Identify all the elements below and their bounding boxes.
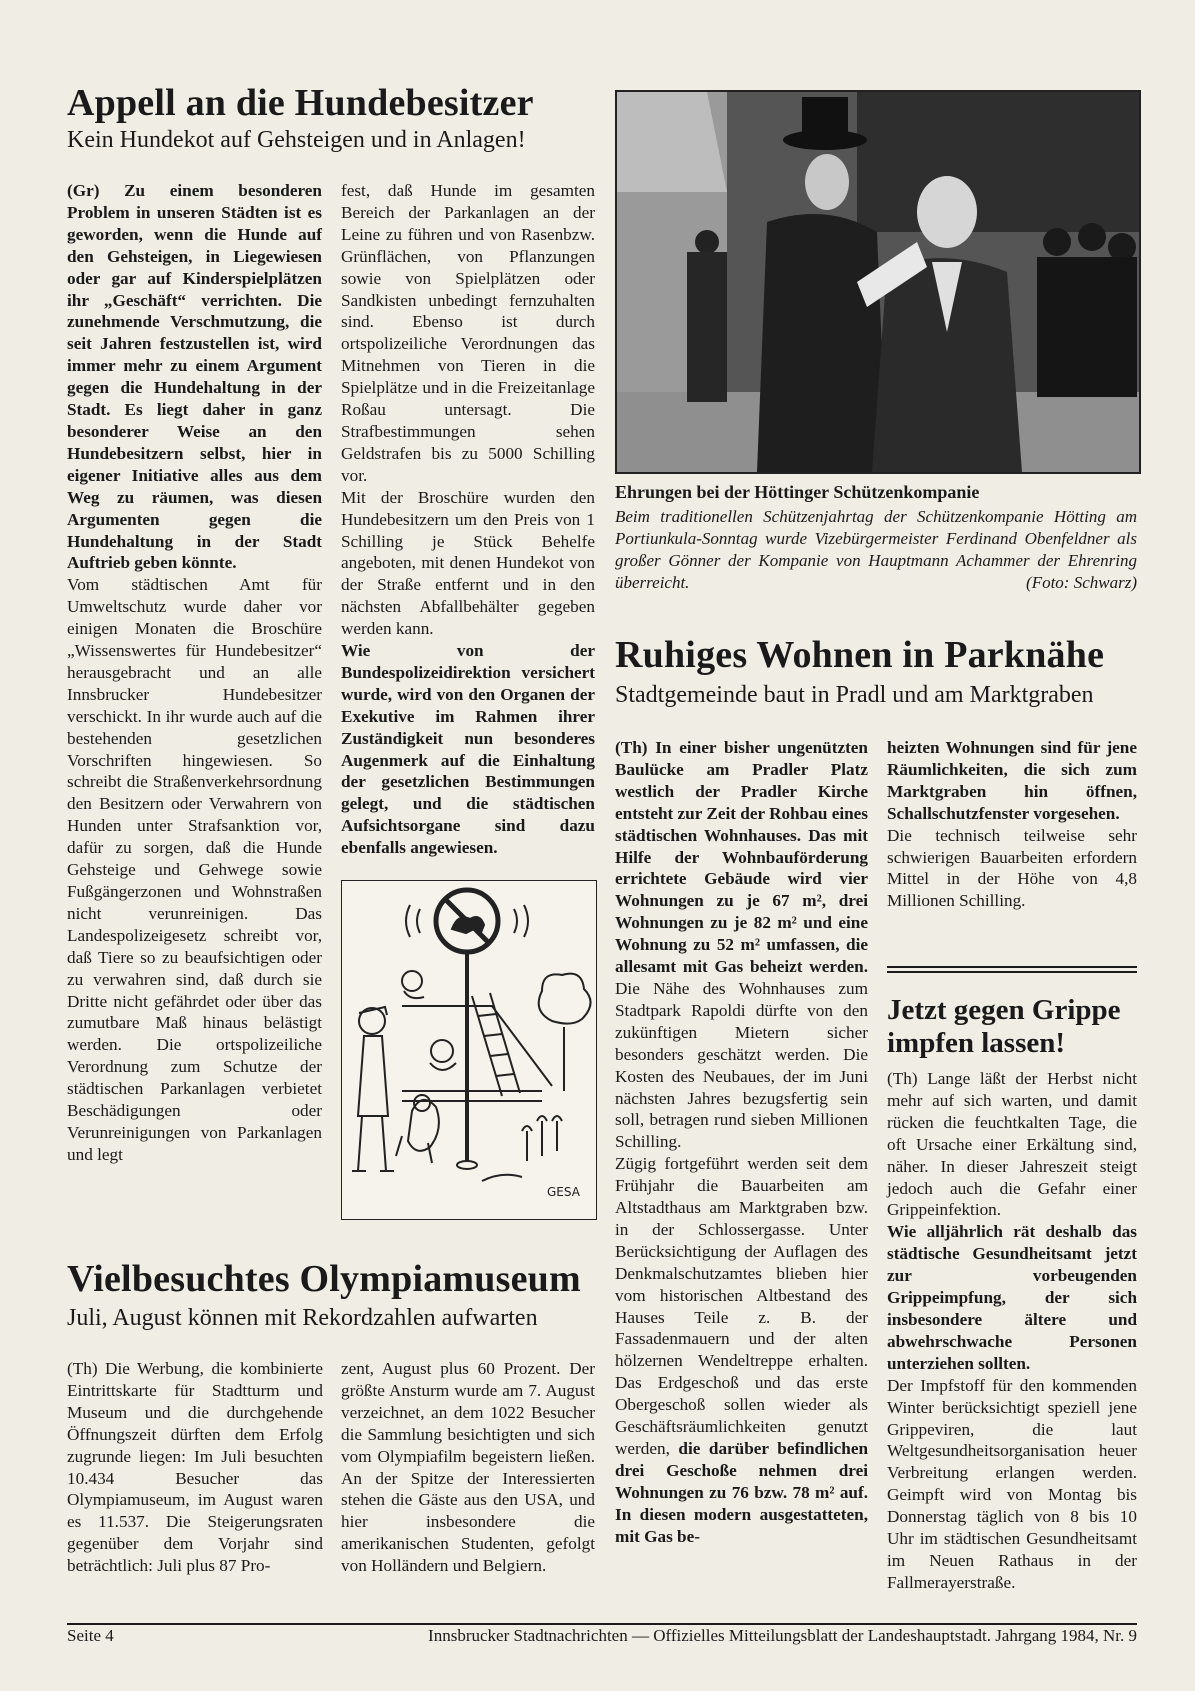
footer-rule (67, 1623, 1137, 1625)
cartoon-dog-sign (341, 880, 597, 1220)
photo-figures (617, 92, 1139, 472)
article-dog-title: Appell an die Hundebesitzer (67, 82, 534, 124)
photo-credit: (Foto: Schwarz) (1026, 573, 1137, 592)
article-housing-body-2-par (615, 1153, 868, 1547)
article-housing-title: Ruhiges Wohnen in Parknähe (615, 634, 1105, 676)
cartoon-drawing (342, 881, 596, 1219)
photo-ceremony (615, 90, 1141, 474)
footer-publication: Innsbrucker Stadtnachrichten — Offizielles Mitteilungsblatt der Landeshauptstadt. Jahrgang 1984, Nr. 9 (428, 1626, 1137, 1645)
article-housing-floors: die darüber befindlichen drei Geschoße nehmen drei Wohnungen zu 76 bzw. 78 m² auf. In diesen modern ausgestatteten, mit Gas be- (615, 1439, 869, 1546)
article-dog-body-2: fest, daß Hunde im gesamten Bereich der Parkanlagen an der Leine zu führen und von Rasenbzw. Grünflächen, von Pflanzungen sowie von Spielplätzen oder Sandkisten unbedingt fernzuhalten sind. Ebenso ist durch ortspolizeiliche Verordnungen das Mitnehmen von Tieren in die Spielplätze und in die Freizeitanlage Roßau untersagt. Die Strafbestimmungen sehen Geldstrafen bis zu 5000 Schilling vor. (341, 181, 595, 485)
article-dog-lead: (Gr) Zu einem besonderen Problem in unseren Städten ist es geworden, wenn die Hunde auf den Gehsteigen, in Liegewiesen oder gar auf Kinderspielplätzen ihr „Geschäft“ verrichten. Die zunehmende Verschmutzung, die seit Jahren festzustellen ist, wird immer mehr zu einem Argument gegen die Hundehaltung in der Stadt. Es liegt daher in ganz besonderer Weise an den Hundebesitzern selbst, hier in eigener Initiative alles aus dem Weg zu räumen, was diesen Argumenten gegen die Hundehaltung in der Stadt Auftrieb geben könnte. (67, 181, 322, 573)
article-museum-column-2 (341, 1358, 595, 1577)
article-flu-title (887, 994, 1137, 1060)
photo-caption-text: Beim traditionellen Schützenjahrtag der Schützenkompanie Hötting am Portiunkula-Sonntag wurde Vizebürgermeister Ferdinand Obenfeldner als großer Gönner der Kompanie von Hauptmann Achammer der Ehrenring überreicht. (615, 507, 1137, 592)
article-flu-body-1: (Th) Lange läßt der Herbst nicht mehr auf sich warten, und damit rücken die feuchtkalten Tage, die oft Ursache einer Erkältung sind, näher. In dieser Jahreszeit steigt jedoch auch die Gefahr einer Grippeinfektion. (887, 1069, 1137, 1220)
article-dog-subtitle: Kein Hundekot auf Gehsteigen und in Anlagen! (67, 127, 526, 153)
article-housing-subtitle: Stadtgemeinde baut in Pradl und am Marktgraben (615, 682, 1094, 708)
article-dog-body-3: Mit der Broschüre wurden den Hundebesitzern um den Preis von 1 Schilling je Stück Behelfe angeboten, mit denen Hundekot von der Straße entfernt und in den nächsten Abfallbehälter gegeben werden kann. (341, 487, 595, 639)
article-museum-column-1 (67, 1358, 323, 1577)
article-housing-body-2: Zügig fortgeführt werden seit dem Frühjahr die Bauarbeiten am Altstadthaus am Marktgraben bzw. in der Schlossergasse. Unter Berücksichtigung der Auflagen des Denkmalschutzamtes blieben hier vom historischen Altbestand des Hauses Teile z. B. der Fassadenmauern und der alten hölzernen Wendeltreppe erhalten. Das Erdgeschoß und das erste Obergeschoß sollen wieder als Geschäftsräumlichkeiten genutzt werden, (615, 1154, 868, 1458)
article-museum-body-2: zent, August plus 60 Prozent. Der größte Ansturm wurde am 7. August verzeichnet, an dem 1022 Besucher die Sammlung besichtigten und sich vom Olympiafilm begeistern ließen. An der Spitze der Interessierten stehen die Gäste aus den USA, und hier insbesondere die amerikanischen Studenten, gefolgt von Holländern und Belgiern. (341, 1359, 595, 1576)
divider-rule-top (887, 966, 1137, 968)
photo-caption-title: Ehrungen bei der Höttinger Schützenkompanie (615, 482, 980, 502)
article-flu-recommendation: Wie alljährlich rät deshalb das städtische Gesundheitsamt jetzt zur vorbeugenden Grippeimpfung, der sich insbesondere ältere und abwehrschwache Personen unterziehen sollten. (887, 1222, 1137, 1373)
article-flu-body-2: Der Impfstoff für den kommenden Winter berücksichtigt speziell jene Grippeviren, die laut Weltgesundheitsorganisation heuer Verbreitung erlangen werden. Geimpft wird von Montag bis Donnerstag täglich von 8 bis 10 Uhr im städtischen Gesundheitsamt im Neuen Rathaus in der Fallmerayerstraße. (887, 1375, 1137, 1592)
article-housing-lead: (Th) In einer bisher ungenützten Baulücke am Pradler Platz westlich der Pradler Kirche entsteht zur Zeit der Rohbau eines städtischen Wohnhauses. Das mit Hilfe der Wohnbauförderung errichtete Gebäude wird vier Wohnungen zu je 67 m², drei Wohnungen zu je 82 m² und eine Wohnung zu 52 m² umfassen, die allesamt mit Gas beheizt werden. (615, 738, 868, 977)
article-housing-column-1 (615, 737, 868, 1548)
article-housing-costs: Die technisch teilweise sehr schwierigen Bauarbeiten erfordern Mittel in der Höhe von 4,8 Millionen Schilling. (887, 825, 1137, 911)
article-flu-title-line-2: impfen lassen! (887, 1027, 1066, 1059)
article-flu-title-line-1: Jetzt gegen Grippe (887, 994, 1121, 1026)
article-dog-police-note: Wie von der Bundespolizeidirektion versichert wurde, wird von den Organen der Exekutive im Rahmen ihrer Zuständigkeit nun besonderes Augenmerk auf die Einhaltung der gesetzlichen Bestimmungen gelegt, und die städtischen Aufsichtsorgane sind dazu ebenfalls angewiesen. (341, 641, 595, 858)
article-flu-column (887, 1068, 1137, 1594)
article-housing-lead-par (615, 737, 868, 1153)
footer-page-number: Seite 4 (67, 1626, 114, 1645)
article-museum-body-1: (Th) Die Werbung, die kombinierte Eintrittskarte für Stadtturm und Museum und die durchgehende Öffnungszeit dürften dem Erfolg zugrunde liegen: Im Juli besuchten 10.434 Besucher das Olympiamuseum, im August waren es 11.537. Die Steigerungsraten gegenüber dem Vorjahr sind beträchtlich: Juli plus 87 Pro- (67, 1359, 323, 1576)
divider-rule-bottom (887, 971, 1137, 973)
photo-caption (615, 506, 1137, 594)
article-dog-column-1 (67, 180, 322, 1166)
article-dog-column-2 (341, 180, 595, 859)
article-museum-subtitle: Juli, August können mit Rekordzahlen aufwarten (67, 1305, 538, 1331)
article-housing-windows: heizten Wohnungen sind für jene Räumlichkeiten, die sich zum Marktgraben hin öffnen, Schallschutzfenster vorgesehen. (887, 738, 1137, 823)
article-museum-title: Vielbesuchtes Olympiamuseum (67, 1258, 581, 1300)
article-dog-body-1: Vom städtischen Amt für Umweltschutz wurde daher vor einigen Monaten die Broschüre „Wissenswertes für Hundebesitzer“ herausgebracht und an alle Innsbrucker Hundebesitzer verschickt. In ihr wurde auch auf die bestehenden gesetzlichen Vorschriften hingewiesen. So schreibt die Straßenverkehrsordnung den Besitzern oder Verwahrern von Hunden unter Strafsanktion vor, dafür zu sorgen, daß die Hunde Gehsteige und Gehwege sowie Fußgängerzonen und Wohnstraßen nicht verunreinigen. Das Landespolizeigesetz schreibt vor, daß Tiere so zu beaufsichtigen oder zu verwahren sind, daß durch sie Dritte nicht gefährdet oder über das zumutbare Maß hinaus belästigt werden. Die ortspolizeiliche Verordnung zum Schutze der städtischen Parkanlagen verbietet Beschädigungen oder Verunreinigungen von Parkanlagen und legt (67, 575, 322, 1164)
article-housing-body-1: Die Nähe des Wohnhauses zum Stadtpark Rapoldi dürfte von den zukünftigen Mietern sicher besonders geschätzt werden. Die Kosten des Neubaues, der im Juni nächsten Jahres bezugsfertig sein soll, betragen rund sieben Millionen Schilling. (615, 978, 868, 1152)
article-housing-column-2 (887, 737, 1137, 912)
cartoon-signature: GESA (547, 1185, 580, 1199)
